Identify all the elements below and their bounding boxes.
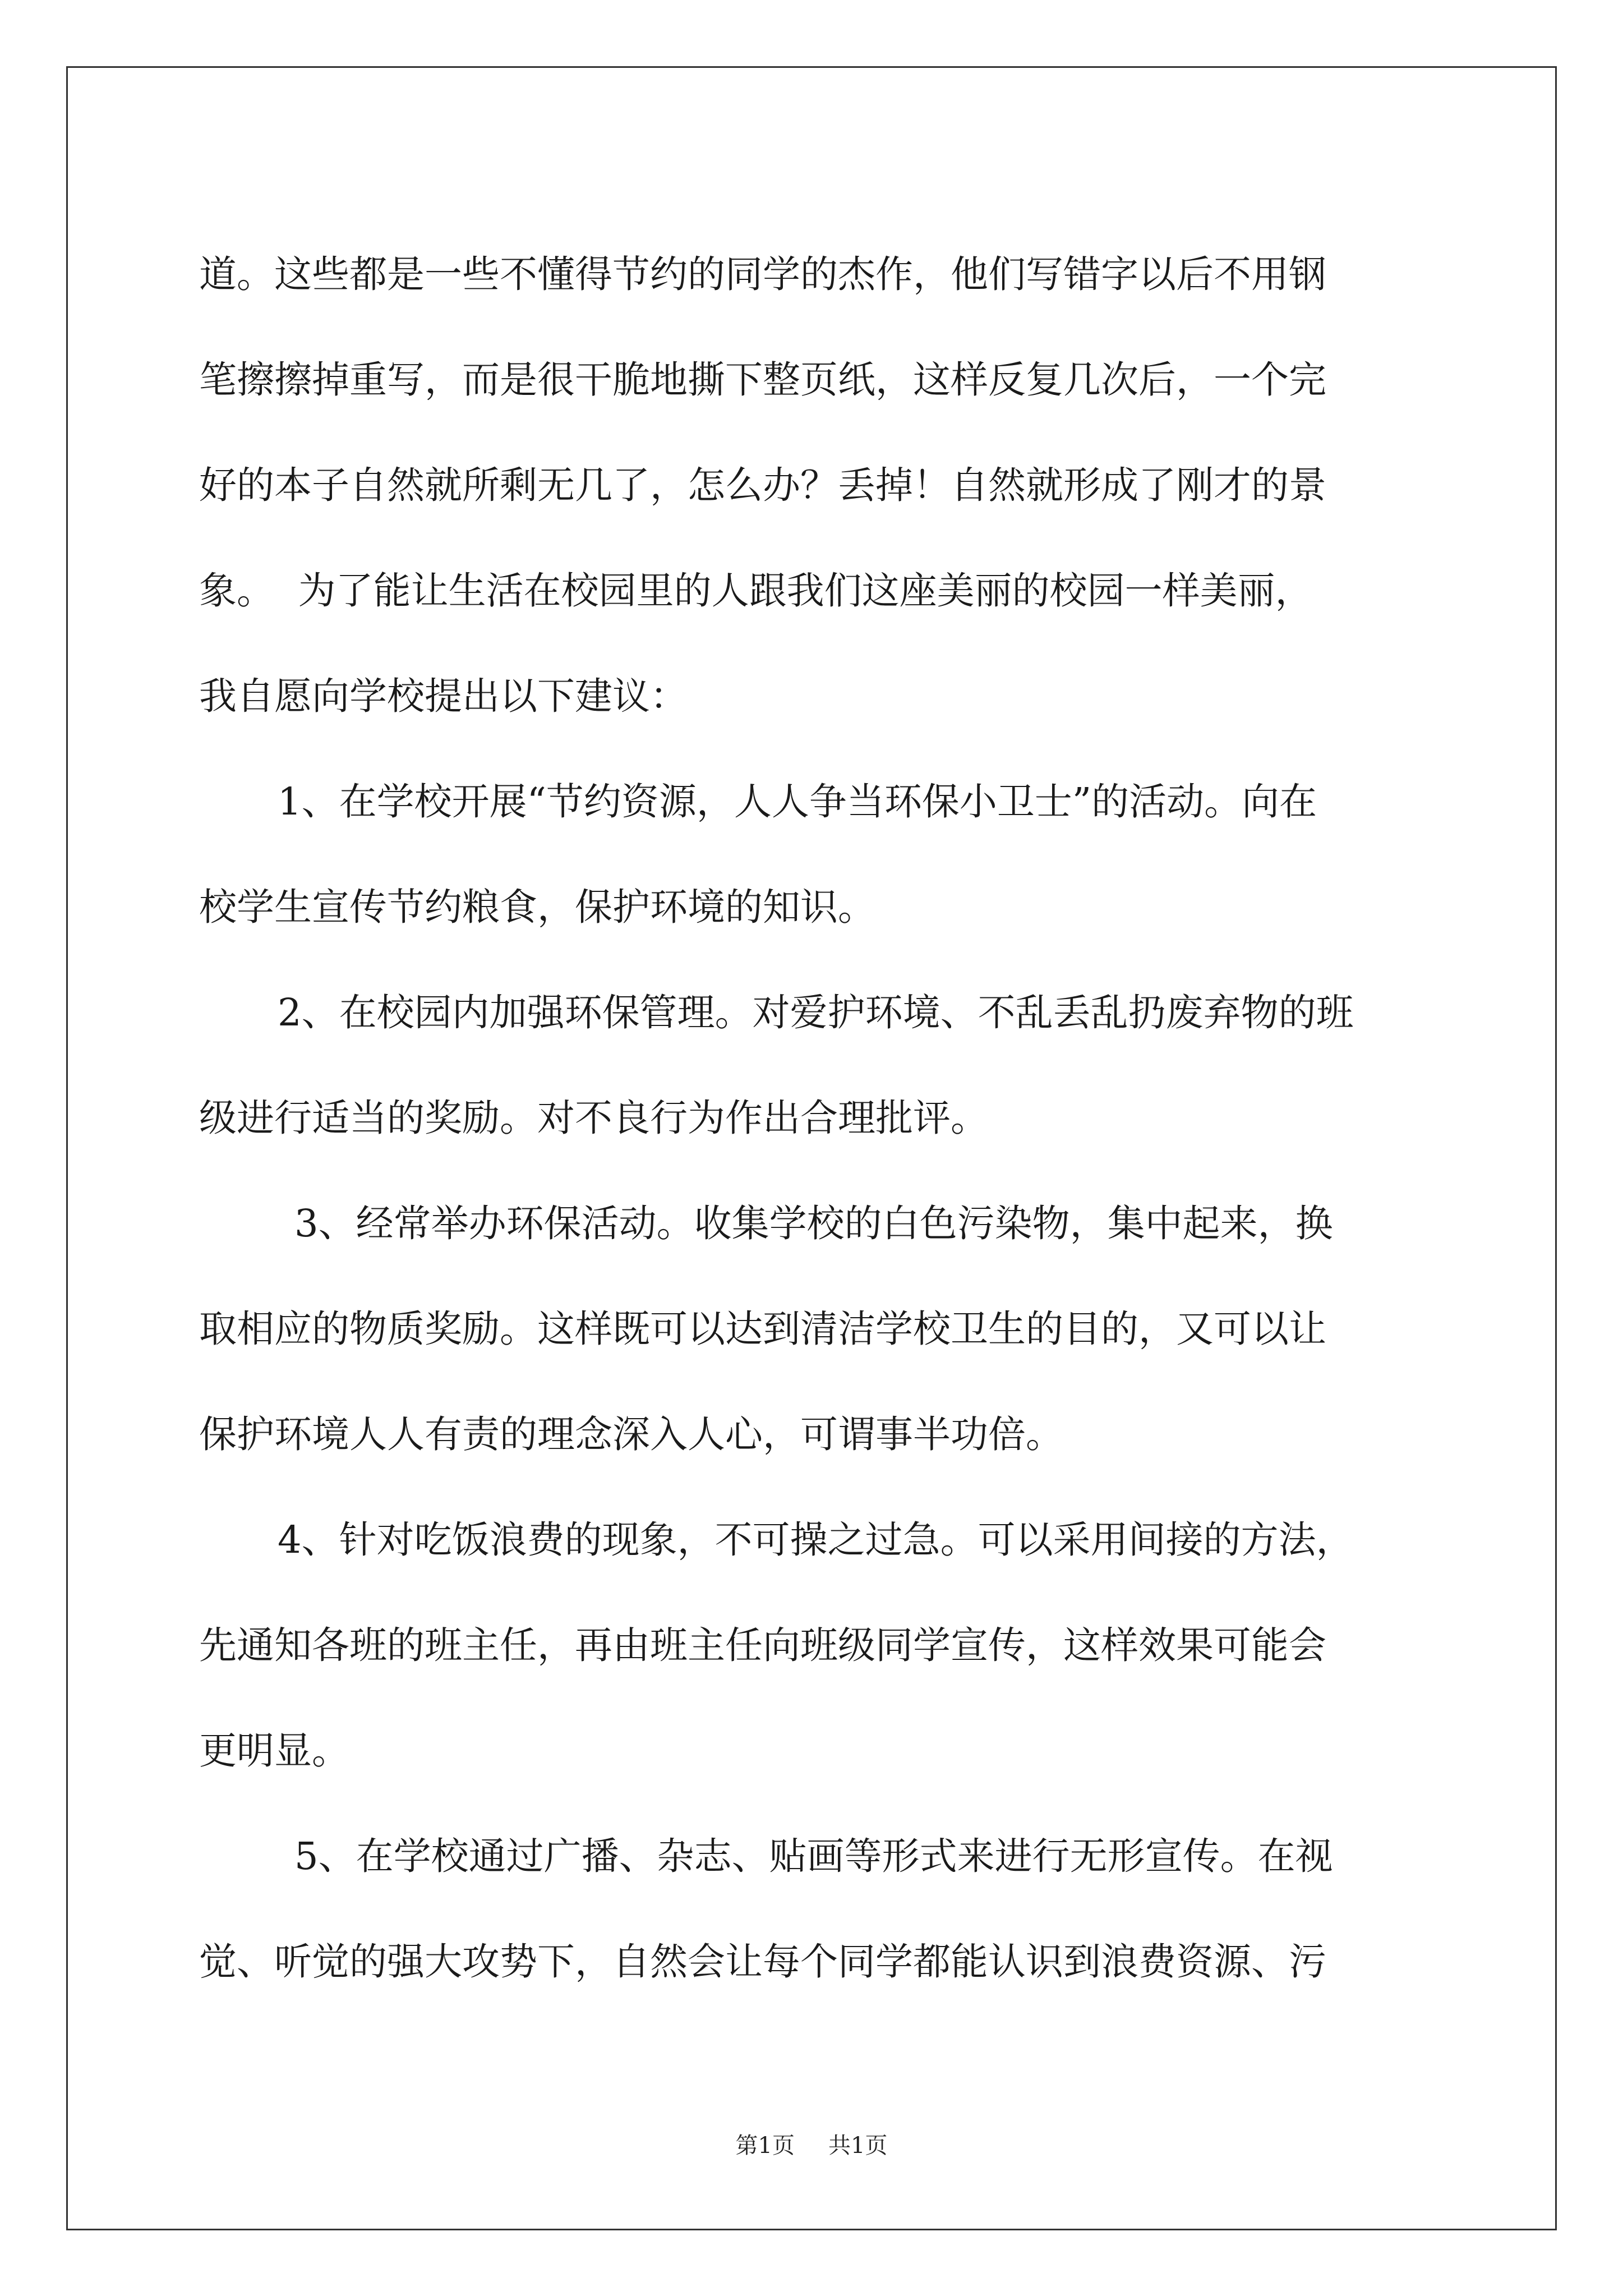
page-number: 第1页 <box>735 2133 795 2159</box>
text-line: 校学生宣传节约粮食，保护环境的知识。 <box>199 885 875 929</box>
text-line: 我自愿向学校提出以下建议： <box>199 674 688 718</box>
text-line: 取相应的物质奖励。这样既可以达到清洁学校卫生的目的，又可以让 <box>199 1307 1326 1351</box>
suggestion-4-line: 4、针对吃饭浪费的现象，不可操之过急。可以采用间接的方法， <box>278 1518 1354 1562</box>
suggestion-2-line: 2、在校园内加强环保管理。对爱护环境、不乱丢乱扔废弃物的班 <box>278 991 1354 1034</box>
page-total: 共1页 <box>828 2133 888 2159</box>
text-line: 好的本子自然就所剩无几了，怎么办？丢掉！自然就形成了刚才的景 <box>199 463 1326 507</box>
text-line: 笔擦擦掉重写，而是很干脆地撕下整页纸，这样反复几次后，一个完 <box>199 358 1326 402</box>
document-body <box>199 222 1433 2014</box>
text-line: 觉、听觉的强大攻势下，自然会让每个同学都能认识到浪费资源、污 <box>199 1940 1326 1984</box>
suggestion-3-line: 3、经常举办环保活动。收集学校的白色污染物，集中起来，换 <box>294 1202 1333 1245</box>
suggestion-5-line: 5、在学校通过广播、杂志、贴画等形式来进行无形宣传。在视 <box>294 1834 1333 1878</box>
text-line: 级进行适当的奖励。对不良行为作出合理批评。 <box>199 1096 988 1140</box>
suggestion-1-line: 1、在学校开展“节约资源，人人争当环保小卫士”的活动。向在 <box>278 780 1317 823</box>
text-line: 先通知各班的班主任，再由班主任向班级同学宣传，这样效果可能会 <box>199 1623 1326 1667</box>
page-footer <box>0 2132 1623 2160</box>
text-line: 象。 为了能让生活在校园里的人跟我们这座美丽的校园一样美丽， <box>199 569 1313 613</box>
text-line: 道。这些都是一些不懂得节约的同学的杰作，他们写错字以后不用钢 <box>199 252 1326 296</box>
text-line: 更明显。 <box>199 1729 349 1773</box>
text-line: 保护环境人人有责的理念深入人心，可谓事半功倍。 <box>199 1412 1063 1456</box>
